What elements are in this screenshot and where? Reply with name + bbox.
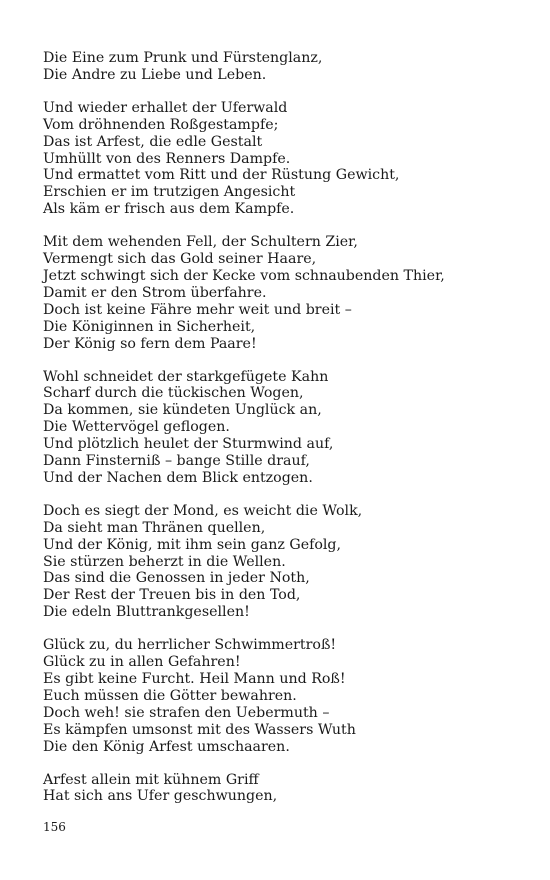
verse-line: Euch müssen die Götter bewahren. <box>43 687 297 704</box>
stanza-1 <box>43 50 513 84</box>
verse-line: Und der König, mit ihm sein ganz Gefolg, <box>43 536 342 553</box>
verse-line: Glück zu, du herrlicher Schwimmertroß! <box>43 637 337 654</box>
verse-line: Und plötzlich heulet der Sturmwind auf, <box>43 436 334 453</box>
verse-line: Erschien er im trutzigen Angesicht <box>43 184 296 201</box>
verse-line: Da sieht man Thränen quellen, <box>43 519 266 536</box>
verse-line: Der Rest der Treuen bis in den Tod, <box>43 587 301 604</box>
page-number: 156 <box>43 820 66 834</box>
verse-line: Glück zu in allen Gefahren! <box>43 654 241 671</box>
verse-line: Doch es siegt der Mond, es weicht die Wolk, <box>43 502 363 519</box>
verse-line: Umhüllt von des Renners Dampfe. <box>43 150 291 167</box>
verse-line: Die edeln Bluttrankgesellen! <box>43 604 250 621</box>
verse-line: Die Wettervögel geflogen. <box>43 419 230 436</box>
verse-line: Die Königinnen in Sicherheit, <box>43 318 256 335</box>
poem-text-block <box>43 50 513 821</box>
stanza-3 <box>43 234 513 352</box>
verse-line: Die Andre zu Liebe und Leben. <box>43 66 267 83</box>
verse-line: Vermengt sich das Gold seiner Haare, <box>43 251 317 268</box>
verse-line: Die den König Arfest umschaaren. <box>43 738 290 755</box>
stanza-4 <box>43 369 513 487</box>
verse-line: Dann Finsterniß – bange Stille drauf, <box>43 453 310 470</box>
verse-line: Das sind die Genossen in jeder Noth, <box>43 570 310 587</box>
verse-line: Es gibt keine Furcht. Heil Mann und Roß! <box>43 671 346 687</box>
verse-line: Und ermattet vom Ritt und der Rüstung Gewicht, <box>43 167 400 184</box>
verse-line: Vom dröhnenden Roßgestampfe; <box>43 116 279 133</box>
verse-line: Die Eine zum Prunk und Fürstenglanz, <box>43 50 323 66</box>
verse-line: Und wieder erhallet der Uferwald <box>43 99 288 116</box>
stanza-7 <box>43 772 513 806</box>
verse-line: Das ist Arfest, die edle Gestalt <box>43 133 263 150</box>
verse-line: Arfest allein mit kühnem Griff <box>43 771 259 788</box>
verse-line: Es kämpfen umsonst mit des Wassers Wuth <box>43 721 356 738</box>
stanza-2 <box>43 100 513 218</box>
stanza-6 <box>43 637 513 755</box>
verse-line: Als käm er frisch aus dem Kampfe. <box>43 201 295 218</box>
verse-line: Wohl schneidet der starkgefügete Kahn <box>43 368 329 385</box>
verse-line: Scharf durch die tückischen Wogen, <box>43 385 304 402</box>
verse-line: Sie stürzen beherzt in die Wellen. <box>43 553 286 570</box>
verse-line: Mit dem wehenden Fell, der Schultern Zier, <box>43 234 358 251</box>
verse-line: Doch ist keine Fähre mehr weit und breit – <box>43 301 352 318</box>
verse-line: Damit er den Strom überfahre. <box>43 284 267 301</box>
stanza-5 <box>43 503 513 621</box>
verse-line: Doch weh! sie strafen den Uebermuth – <box>43 704 330 721</box>
verse-line: Und der Nachen dem Blick entzogen. <box>43 469 313 486</box>
verse-line: Der König so fern dem Paare! <box>43 335 257 352</box>
verse-line: Hat sich ans Ufer geschwungen, <box>43 788 278 805</box>
verse-line: Jetzt schwingt sich der Kecke vom schnaubenden Thier, <box>43 267 445 284</box>
verse-line: Da kommen, sie kündeten Unglück an, <box>43 402 322 419</box>
